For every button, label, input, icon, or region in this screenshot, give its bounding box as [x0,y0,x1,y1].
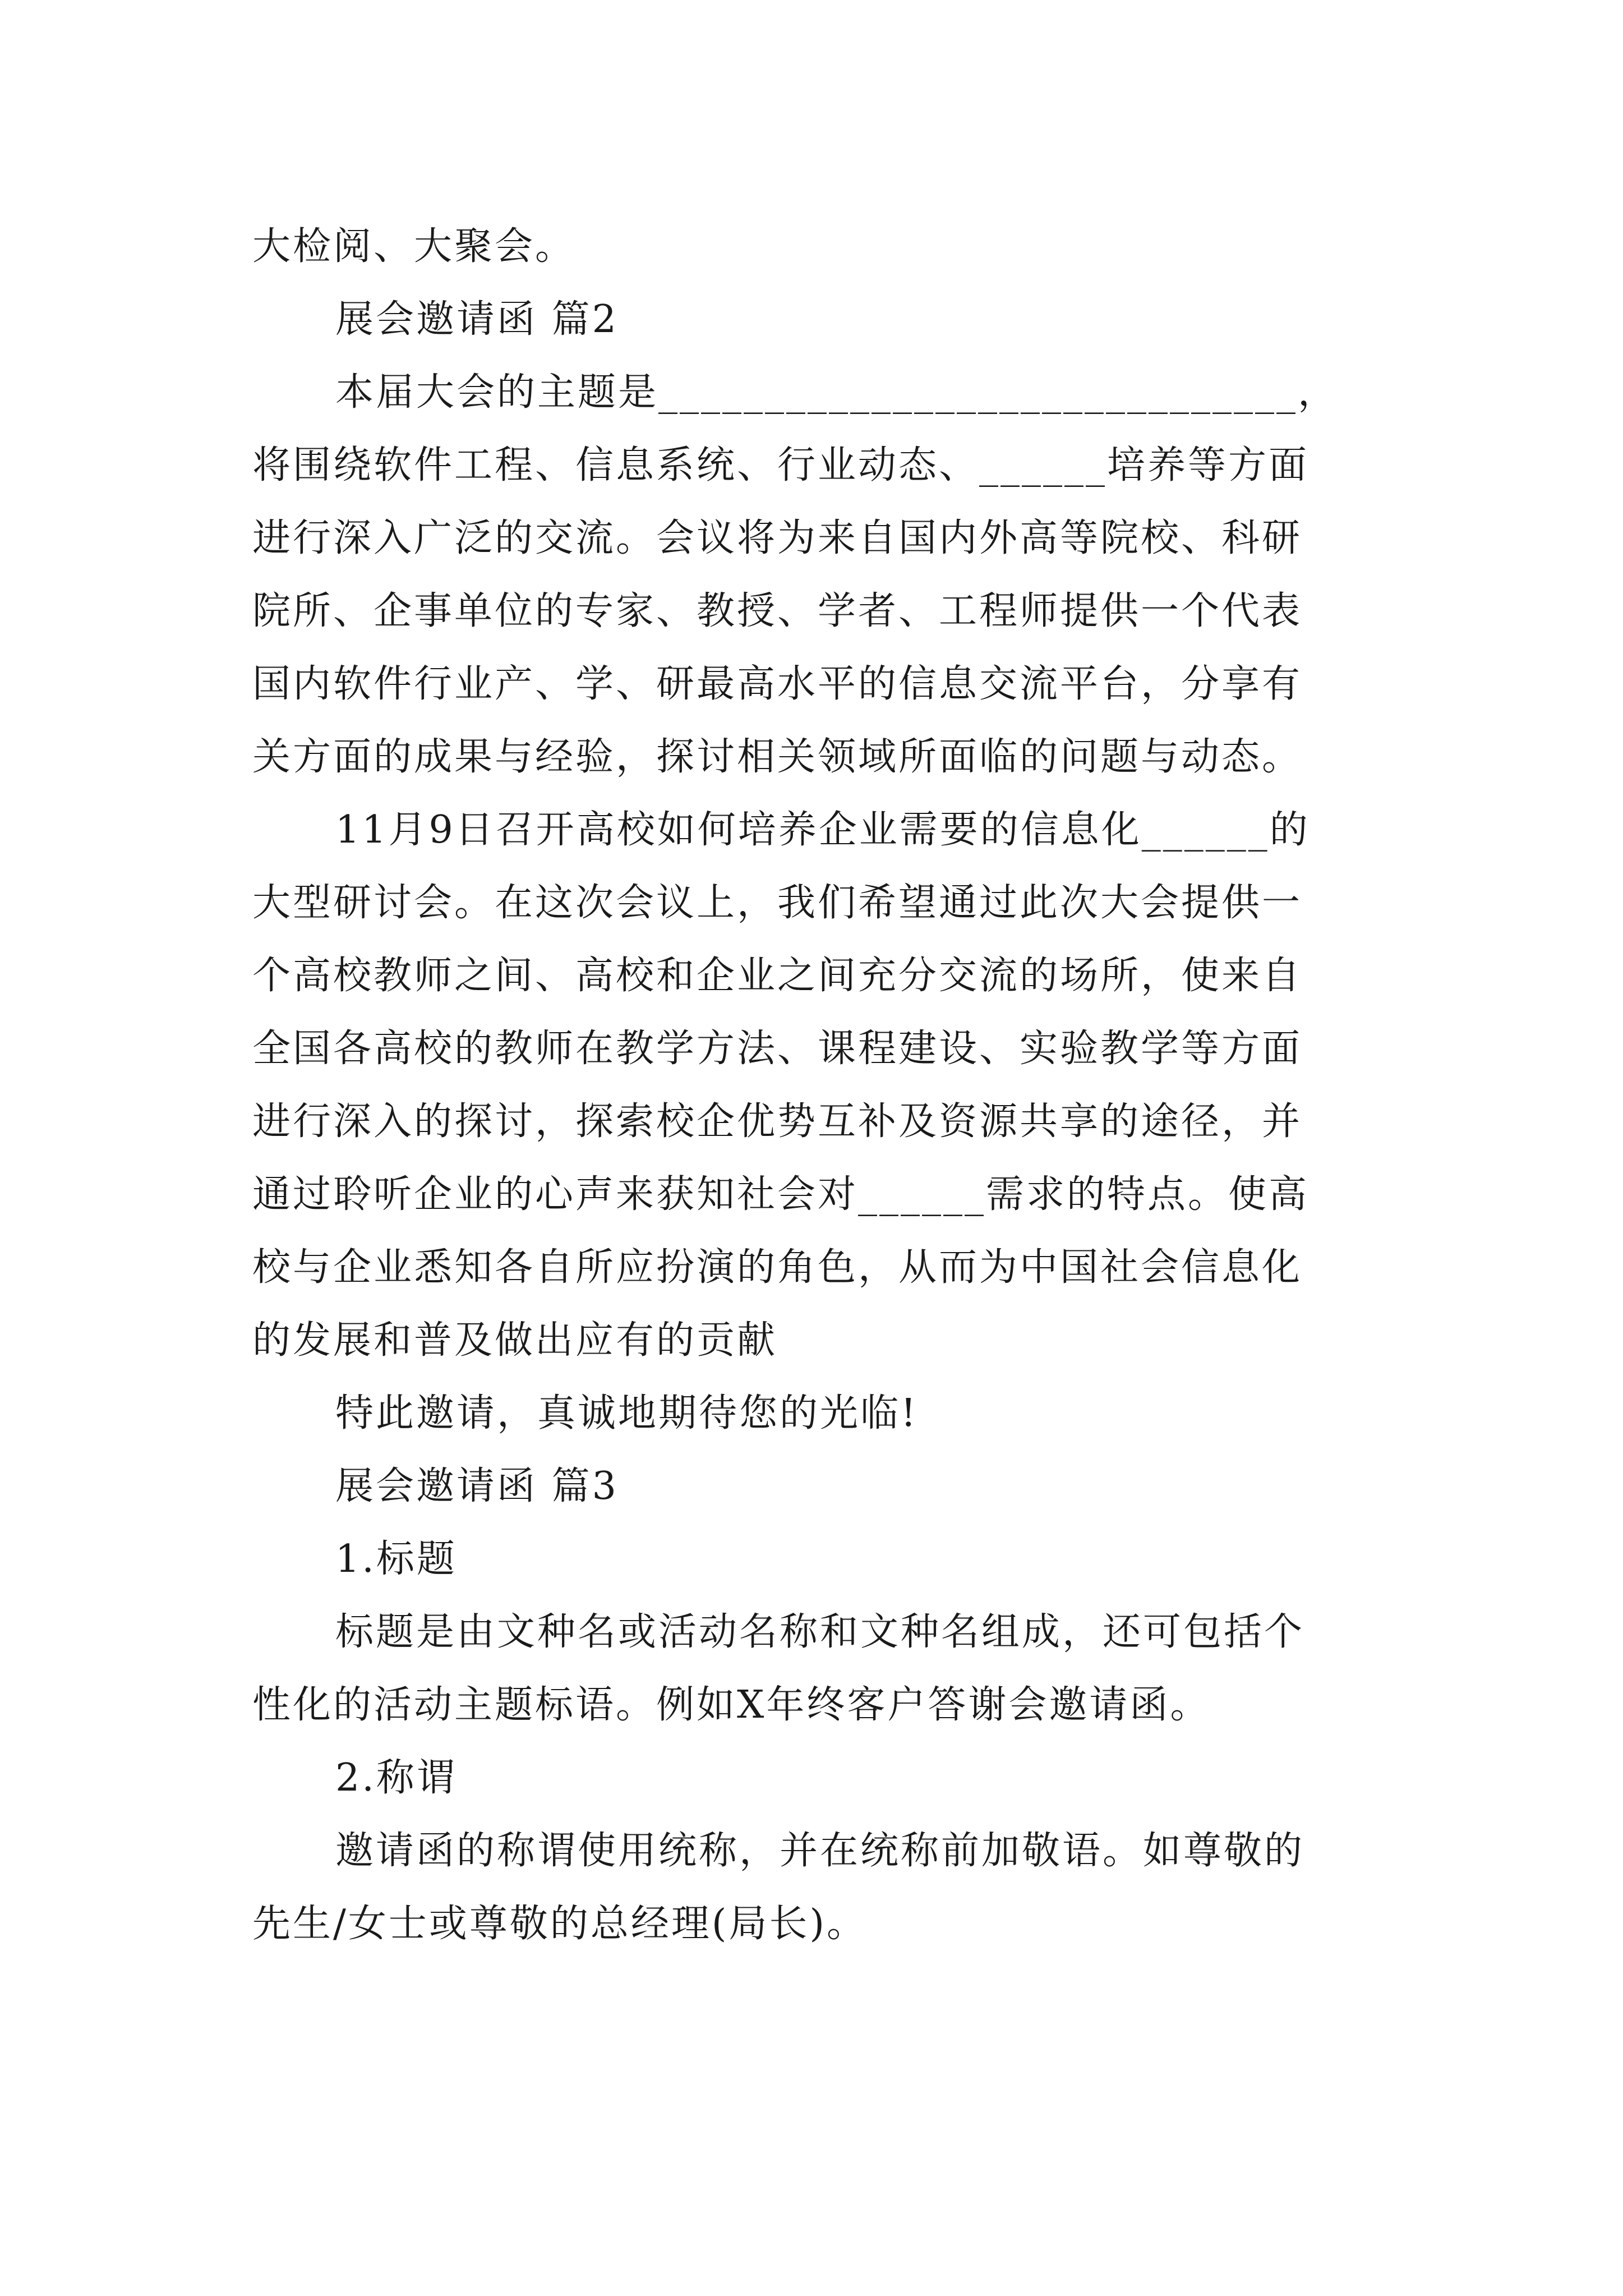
body-text-line: 将围绕软件工程、信息系统、行业动态、______培养等方面 [252,443,1310,487]
body-text-line: 11月9日召开高校如何培养企业需要的信息化______的 [335,808,1310,852]
body-text-line: 进行深入广泛的交流。会议将为来自国内外高等院校、科研 [252,516,1303,560]
subheading: 2.称谓 [335,1756,457,1800]
body-text-line: 特此邀请，真诚地期待您的光临! [335,1391,919,1435]
section-heading: 展会邀请函 篇2 [335,297,619,342]
body-text-line: 性化的活动主题标语。例如X年终客户答谢会邀请函。 [252,1683,1211,1727]
body-text-line: 先生/女士或尊敬的总经理(局长)。 [252,1902,867,1946]
body-text-line: 全国各高校的教师在教学方法、课程建设、实验教学等方面 [252,1027,1303,1071]
body-text-line: 校与企业悉知各自所应扮演的角色，从而为中国社会信息化 [252,1245,1303,1290]
body-text-line: 关方面的成果与经验，探讨相关领域所面临的问题与动态。 [252,735,1303,779]
body-text-line: 大检阅、大聚会。 [252,224,576,269]
body-text-line: 大型研讨会。在这次会议上，我们希望通过此次大会提供一 [252,881,1303,925]
body-text-line: 本届大会的主题是______________________________， [335,370,1339,415]
body-text-line: 的发展和普及做出应有的贡献 [252,1318,778,1363]
body-text-line: 邀请函的称谓使用统称，并在统称前加敬语。如尊敬的 [335,1829,1305,1873]
body-text-line: 个高校教师之间、高校和企业之间充分交流的场所，使来自 [252,954,1303,998]
body-text-line: 国内软件行业产、学、研最高水平的信息交流平台，分享有 [252,662,1303,706]
body-text-line: 标题是由文种名或活动名称和文种名组成，还可包括个 [335,1610,1305,1654]
section-heading: 展会邀请函 篇3 [335,1464,619,1508]
body-text-line: 院所、企事单位的专家、教授、学者、工程师提供一个代表 [252,589,1303,633]
body-text-line: 通过聆听企业的心声来获知社会对______需求的特点。使高 [252,1172,1310,1217]
body-text-line: 进行深入的探讨，探索校企优势互补及资源共享的途径，并 [252,1099,1303,1144]
subheading: 1.标题 [335,1537,457,1581]
